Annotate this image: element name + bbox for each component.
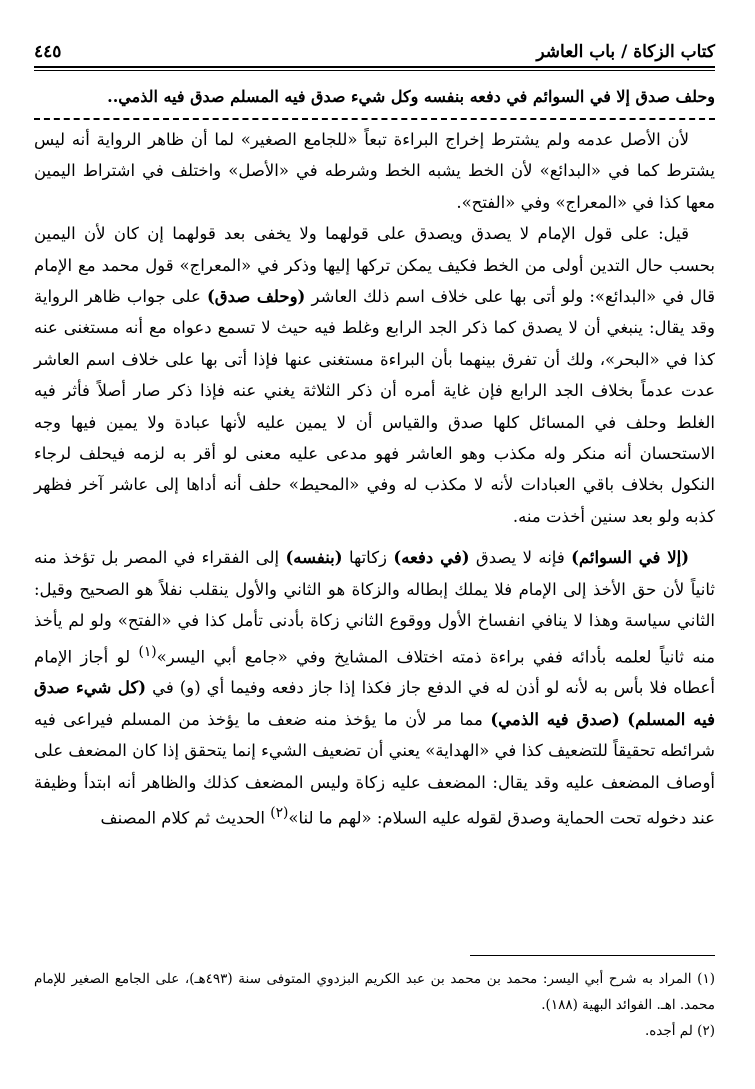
paragraph-2 (34, 218, 715, 532)
matn-quote-dhimmi: (صدق فيه الذمي) (490, 709, 620, 729)
footnotes (34, 966, 715, 1044)
footnote-2-text: لم أجده. (644, 1023, 693, 1039)
paragraph-3 (34, 542, 715, 834)
paragraph-3-text-6: لأن ما يؤخذ منه ضعف ما يؤخذ من المسلم فيراعى فيه شرائطه تحقيقاً للتضعيف كذا في «الهداية» يعني أن تضعيف الشيء إنما يتحقق إذا كان المضعف على أوصاف المضعف عليه وقد يقال: المضعف عليه زكاة وليس المضعف كذلك والظاهر أنه ابتدأ وظيفة عند دخوله تحت الحماية وصدق لقوله عليه السلام: «لهم ما لنا» (34, 709, 715, 828)
paragraph-3-text-4: لو أجاز الإمام أعطاه فلا بأس به لأنه لو أذن له في الدفع جاز فكذا إذا جاز دفعه وفيما أي (و) في (34, 647, 715, 698)
paragraph-3-text-1: فإنه لا يصدق (475, 548, 565, 568)
running-header (34, 36, 715, 62)
footnote-1-marker: (١) (697, 971, 715, 987)
paragraph-1-text: لأن الأصل عدمه ولم يشترط إخراج البراءة تبعاً «للجامع الصغير» لما أن ظاهر الرواية أنه ليس يشترط كما في «البدائع» لأن الخط يشبه الخط وشرطه في «الأصل» واختلف في اشتراط اليمين معها كذا في «المعراج» وفي «الفتح». (34, 130, 715, 212)
page-number: ٤٤٥ (34, 42, 62, 62)
paragraph-2-text-a: قيل: على قول الإمام لا يصدق ويصدق على قولهما ولا يخفى بعد قولهما إن كان لأن اليمين بحسب حال التدين أولى من الخط فكيف يمكن تركها إليها وذكر في «المعراج» قول محمد مع الإمام قال في «البدائع»: ولو أتى بها على خلاف اسم ذلك العاشر (34, 224, 716, 307)
matn-quote-binafsih: (بنفسه) (285, 548, 343, 568)
paragraph-3-text-3: إلى الفقراء في المصر بل تؤخذ منه ثانياً لأن حق الأخذ إلى الإمام فلا يملك إبطاله والزكاة هو الثاني والأول ينقلب نفلاً هو الصحيح وقيل: الثاني سياسة وهذا لا ينافي انفساخ الأول ووقوع الثاني زكاة بأدنى تأمل كذا في «الفتح» ولو لم يأخذ منه ثانياً لعلمه بأدائه ففي براءة ذمته اختلاف المشايخ وفي «جامع أبي اليسر» (34, 548, 716, 666)
header-rule (34, 66, 715, 68)
footnote-2 (34, 1018, 715, 1044)
paragraph-3-text-5: مما مر (434, 709, 483, 729)
commentary-body (34, 124, 715, 834)
footnote-1-text: المراد به شرح أبي اليسر: محمد بن محمد بن عبد الكريم البزدوي المتوفى سنة (٤٩٣هـ)، على الجامع الصغير للإمام محمد. اهـ. الفوائد البهية (١٨٨). (34, 971, 715, 1013)
running-title: كتاب الزكاة / باب العاشر (536, 42, 715, 62)
footnote-2-marker: (٢) (697, 1023, 715, 1039)
matn-text: وحلف صدق إلا في السوائم في دفعه بنفسه وكل شيء صدق فيه المسلم صدق فيه الذمي.. (107, 87, 715, 106)
footnote-ref-1: (١) (138, 643, 157, 660)
footnote-rule (470, 955, 715, 956)
footnote-1 (34, 966, 715, 1018)
matn-quote-dafih: (في دفعه) (393, 548, 470, 568)
matn-quote-hilf: (وحلف صدق) (206, 287, 306, 307)
header-rule-thin (34, 70, 715, 71)
matn-divider (34, 118, 715, 120)
paragraph-2-text-b: على جواب ظاهر الرواية وقد يقال: ينبغي أن لا يصدق كما ذكر الجد الرابع وغلط فيه حيث لا تسمع دعواه مع أنه مستغنى عنه كذا في «البحر»، ولك أن تفرق بينهما بأن البراءة مستغنى عنها فإذا أتى بها على خلاف اسم العاشر عدت عدماً بخلاف الجد الرابع فإن غاية أمره أن ذكر الثلاثة يغني عنه فإذا ذكر صار أصلاً فأثر فيه الغلط وحلف في المسائل كلها صدق والقياس أن لا يمين عليه لأنها عبادة ولا يمين فيها وجه الاستحسان أنه منكر وله مكذب وهو العاشر فهو مدعى عليه معنى لو أقر به لزمه فيحلف لرجاء النكول بخلاف باقي العبادات لأنه لا مكذب له وفي «المحيط» حلف أنه أداها إلى عاشر آخر فظهر كذبه ولو بعد سنين أخذت منه. (34, 287, 715, 526)
paragraph-3-text-7: الحديث ثم كلام المصنف (100, 808, 266, 828)
paragraph-3-text-2: زكاتها (348, 548, 388, 568)
footnote-ref-2: (٢) (270, 805, 289, 822)
paragraph-1 (34, 124, 715, 218)
matn-quote-kull-shay: (كل شيء صدق فيه المسلم) (34, 678, 716, 729)
matn-quote-sawaim: (إلا في السوائم) (571, 548, 690, 568)
